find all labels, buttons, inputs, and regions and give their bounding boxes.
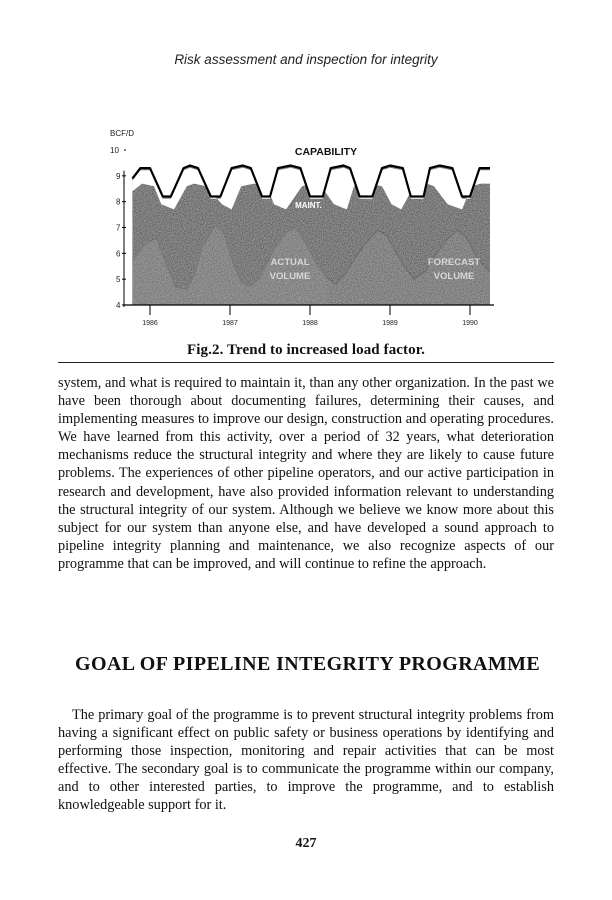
x-tick-label-1989: 1989	[382, 320, 398, 327]
y-tick-label-8: 8	[116, 197, 121, 207]
chart-title: CAPABILITY	[294, 146, 358, 158]
x-tick-label-1986: 1986	[142, 320, 158, 327]
y-tick-label-7: 7	[116, 223, 121, 233]
x-tick-label-1987: 1987	[222, 320, 238, 327]
chart-annotation-1: ACTUAL	[270, 256, 310, 268]
chart-annotation-0: MAINT.	[295, 201, 322, 211]
y-tick-label-4: 4	[116, 301, 121, 310]
chart-annotation-3: FORECAST	[427, 256, 481, 268]
chart-annotation-2: VOLUME	[269, 271, 311, 283]
y-axis-label: BCF/D	[110, 129, 134, 138]
load-factor-chart	[108, 128, 508, 340]
figure	[108, 128, 508, 340]
x-tick-label-1988: 1988	[302, 320, 318, 327]
section-heading: GOAL OF PIPELINE INTEGRITY PROGRAMME	[75, 653, 541, 675]
body-paragraph-1: system, and what is required to maintain it, than any other organization. In the past we have been thorough about documenting failures, determining their causes, and implementing measures to improve our design, construction and operating procedures. We have learned from this activity, over a period of 32 years, what deterioration mechanisms reduce the structural integrity and where they are likely to cause future problems. The experiences of other pipeline operators, and our active participation in research and development, have also provided information relevant to understanding the structural integrity of our system. Although we believe we know more about this subject for our system than anyone else, and have developed a sound approach to pipeline integrity planning and maintenance, we also recognize aspects of our programme that can be improved, and will continue to refine the approach.	[58, 375, 554, 572]
page-number: 427	[295, 836, 317, 851]
chart-annotation-4: VOLUME	[433, 271, 475, 283]
y-tick-label-6: 6	[116, 249, 121, 259]
x-tick-label-1990: 1990	[462, 320, 478, 327]
running-head: Risk assessment and inspection for integrity	[174, 52, 438, 67]
caption-rule	[58, 362, 554, 363]
body-paragraph-2: The primary goal of the programme is to prevent structural integrity problems from having a significant effect on public safety or business operations by identifying and performing those inspection, monitoring and repair activities that can be most effective. The secondary goal is to communicate the programme within our company, and to other interested parties, to improve the programme, and to establish knowledgeable support for it.	[58, 707, 554, 814]
figure-caption: Fig.2. Trend to increased load factor.	[187, 342, 425, 358]
y-tick-label-5: 5	[116, 275, 121, 285]
y-tick-label-10: 10	[110, 146, 119, 155]
y-tick-label-9: 9	[116, 171, 121, 181]
